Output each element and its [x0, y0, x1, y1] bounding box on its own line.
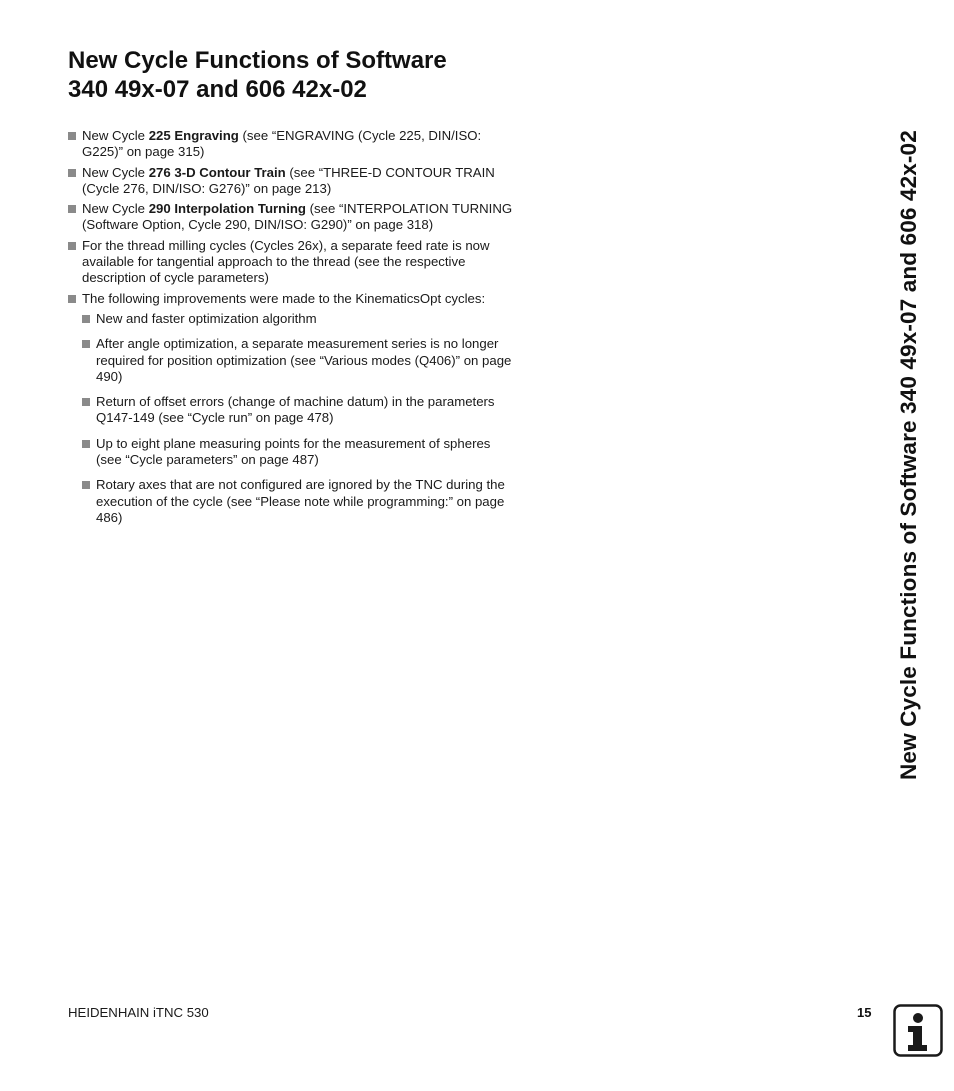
sub-item-text: Return of offset errors (change of machine datum) in the parameters Q147-149 (see “Cycle run” on page 478) [96, 394, 495, 426]
square-bullet-icon [82, 315, 90, 323]
sub-item-text: Up to eight plane measuring points for the measurement of spheres (see “Cycle parameters” on page 487) [96, 435, 491, 468]
page-title-line-1: New Cycle Functions of Software [68, 47, 447, 74]
sub-item-text: Rotary axes that are not configured are ignored by the TNC during the execution of the cycle (see “Please note while programming:” on page 486) [96, 477, 505, 525]
square-bullet-icon [82, 440, 90, 448]
list-item [68, 128, 513, 161]
sub-list-item [82, 477, 513, 526]
item-reference: (see “THREE-D CONTOUR TRAIN (Cycle 276, DIN/ISO: G276)” on page 213) [82, 164, 495, 196]
square-bullet-icon [82, 398, 90, 406]
footer-product-name: HEIDENHAIN iTNC 530 [68, 1005, 209, 1020]
cycle-name: 276 3-D Contour Train [148, 164, 286, 180]
sub-item-text: New and faster optimization algorithm [96, 310, 317, 326]
side-running-title: New Cycle Functions of Software 340 49x-07 and 606 42x-02 [896, 130, 921, 780]
kinematicsopt-improvements-list [82, 311, 513, 526]
square-bullet-icon [82, 481, 90, 489]
list-item [68, 238, 513, 287]
page-number: 15 [857, 1005, 872, 1020]
square-bullet-icon [68, 242, 76, 250]
cycle-name: 225 Engraving [148, 128, 239, 143]
sub-list-item [82, 394, 513, 427]
page-title-line-2: 340 49x-07 and 606 42x-02 [68, 76, 367, 103]
sub-list-item [82, 311, 513, 327]
item-reference: (see “ENGRAVING (Cycle 225, DIN/ISO: G225)” on page 315) [82, 128, 482, 160]
square-bullet-icon [68, 132, 76, 140]
sub-list-item [82, 336, 513, 385]
item-reference: (see “INTERPOLATION TURNING (Software Option, Cycle 290, DIN/ISO: G290)” on page 318) [82, 201, 513, 233]
square-bullet-icon [82, 340, 90, 348]
info-icon [893, 1004, 943, 1057]
list-item [68, 291, 513, 527]
item-text: The following improvements were made to the KinematicsOpt cycles: [82, 290, 486, 306]
square-bullet-icon [68, 169, 76, 177]
list-item [68, 165, 513, 198]
square-bullet-icon [68, 205, 76, 213]
item-text: New Cycle [82, 128, 149, 143]
square-bullet-icon [68, 295, 76, 303]
item-text: New Cycle [82, 201, 149, 217]
item-text: New Cycle [82, 164, 149, 180]
sub-list-item [82, 436, 513, 469]
feature-list [68, 128, 513, 530]
list-item [68, 201, 513, 234]
page-title [68, 46, 538, 104]
cycle-name: 290 Interpolation Turning [148, 201, 306, 217]
item-text: For the thread milling cycles (Cycles 26x), a separate feed rate is now available for tangential approach to the thread (see the respective description of cycle parameters) [82, 237, 490, 286]
sub-item-text: After angle optimization, a separate measurement series is no longer required for position optimization (see “Various modes (Q406)” on page 490) [96, 336, 512, 384]
